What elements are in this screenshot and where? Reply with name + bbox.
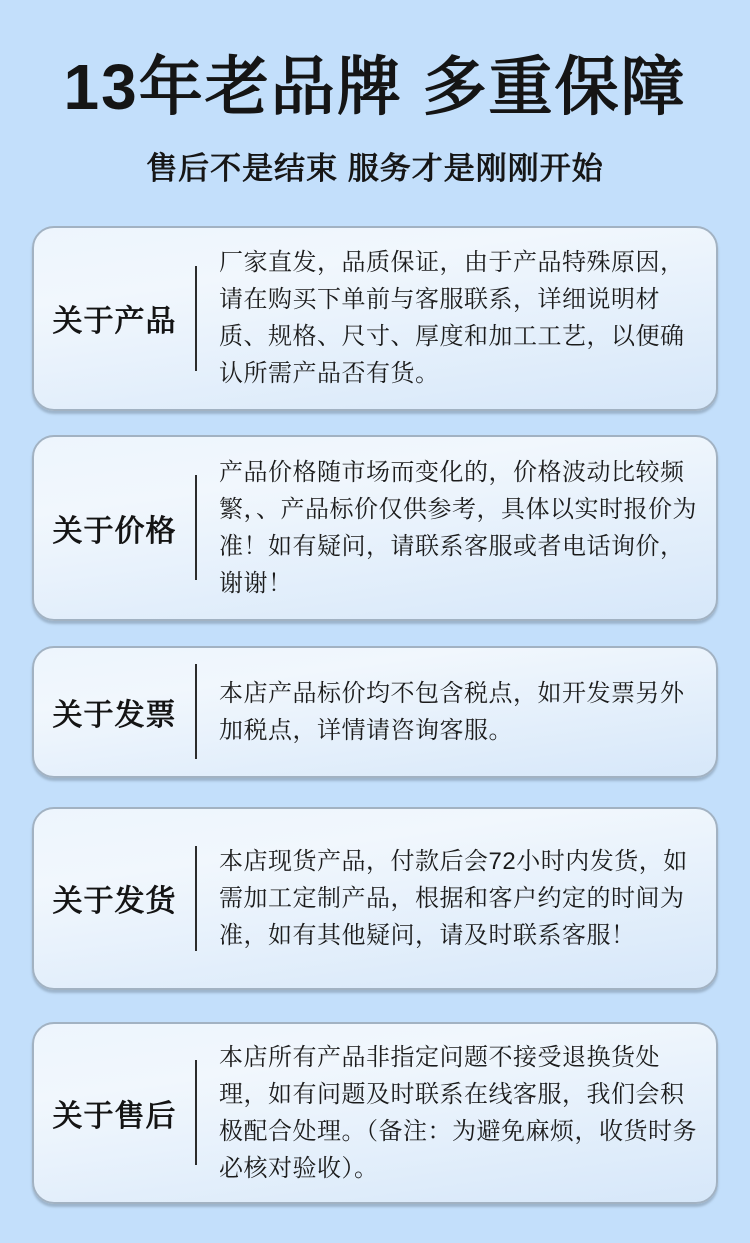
card-label-shipping: 关于发货 bbox=[52, 885, 177, 919]
card-text-product: 厂家直发，品质保证，由于产品特殊原因，请在购买下单前与客服联系，详细说明材质、规格、尺寸、厚度和加工工艺，以便确认所需产品否有货。 bbox=[219, 249, 685, 388]
card-label-aftersales: 关于售后 bbox=[52, 1099, 177, 1133]
card-text-aftersales: 本店所有产品非指定问题不接受退换货处理，如有问题及时联系在线客服，我们会积极配合处理。（备注：为避免麻烦，收货时务必核对验收）。 bbox=[219, 1043, 697, 1182]
page-title: 13年老品牌 多重保障 bbox=[63, 51, 687, 123]
guarantee-card-aftersales bbox=[32, 1022, 718, 1204]
card-text-price: 产品价格随市场而变化的，价格波动比较频繁，、产品标价仅供参考，具体以实时报价为准！如有疑问，请联系客服或者电话询价，谢谢！ bbox=[219, 458, 697, 597]
card-label-invoice: 关于发票 bbox=[52, 698, 177, 732]
header bbox=[0, 0, 750, 187]
card-text-invoice: 本店产品标价均不包含税点，如开发票另外加税点，详情请咨询客服。 bbox=[219, 679, 685, 744]
guarantee-card-price bbox=[32, 435, 718, 621]
card-label-price: 关于价格 bbox=[52, 514, 177, 548]
card-label-product: 关于产品 bbox=[52, 305, 177, 339]
page-subtitle: 售后不是结束 服务才是刚刚开始 bbox=[146, 150, 604, 186]
guarantee-card-product bbox=[32, 226, 718, 411]
guarantee-card-shipping bbox=[32, 807, 718, 990]
card-text-shipping: 本店现货产品，付款后会72小时内发货，如需加工定制产品，根据和客户约定的时间为准，如有其他疑问，请及时联系客服！ bbox=[219, 847, 688, 949]
guarantee-card-invoice bbox=[32, 646, 718, 778]
guarantee-cards bbox=[0, 226, 750, 1204]
